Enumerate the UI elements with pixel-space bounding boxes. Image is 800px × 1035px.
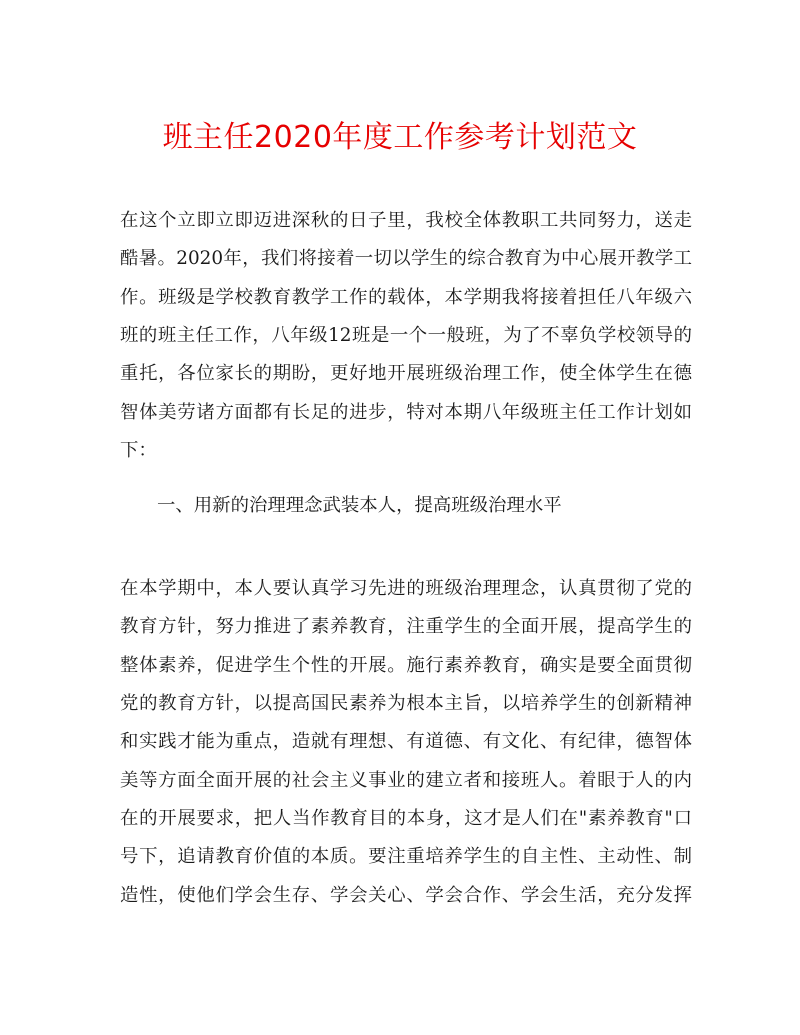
paragraph-line: 智体美劳诸方面都有长足的进步，特对本期八年级班主任工作计划如: [120, 402, 692, 423]
paragraph-line: 党的教育方针，以提高国民素养为根本主旨，以培养学生的创新精神: [120, 693, 692, 714]
paragraph-line: 美等方面全面开展的社会主义事业的建立者和接班人。着眼于人的内: [120, 770, 692, 791]
paragraph-line: 重托，各位家长的期盼，更好地开展班级治理工作，使全体学生在德: [120, 363, 692, 384]
paragraph-line: 号下，追请教育价值的本质。要注重培养学生的自主性、主动性、制: [120, 846, 692, 867]
paragraph-line: 造性，使他们学会生存、学会关心、学会合作、学会生活，充分发挥: [120, 885, 692, 906]
paragraph-line: 在这个立即立即迈进深秋的日子里，我校全体教职工共同努力，送走: [120, 210, 692, 231]
paragraph-line: 酷暑。2020年，我们将接着一切以学生的综合教育为中心展开教学工: [120, 248, 692, 269]
paragraph-line: 在本学期中，本人要认真学习先进的班级治理理念，认真贯彻了党的: [120, 578, 692, 599]
paragraph-line: 在的开展要求，把人当作教育目的本身，这才是人们在"素养教育"口: [120, 808, 692, 829]
paragraph-line: 班的班主任工作，八年级12班是一个一般班，为了不辜负学校领导的: [120, 325, 692, 346]
document-title: 班主任2020年度工作参考计划范文: [162, 120, 638, 155]
paragraph-line: 下：: [120, 440, 157, 461]
section-heading: 一、用新的治理理念武装本人，提高班级治理水平: [157, 495, 562, 516]
paragraph-line: 和实践才能为重点，造就有理想、有道德、有文化、有纪律，德智体: [120, 731, 692, 752]
paragraph-line: 教育方针，努力推进了素养教育，注重学生的全面开展，提高学生的: [120, 616, 692, 637]
paragraph-line: 作。班级是学校教育教学工作的载体，本学期我将接着担任八年级六: [120, 287, 692, 308]
paragraph-line: 整体素养，促进学生个性的开展。施行素养教育，确实是要全面贯彻: [120, 655, 692, 676]
